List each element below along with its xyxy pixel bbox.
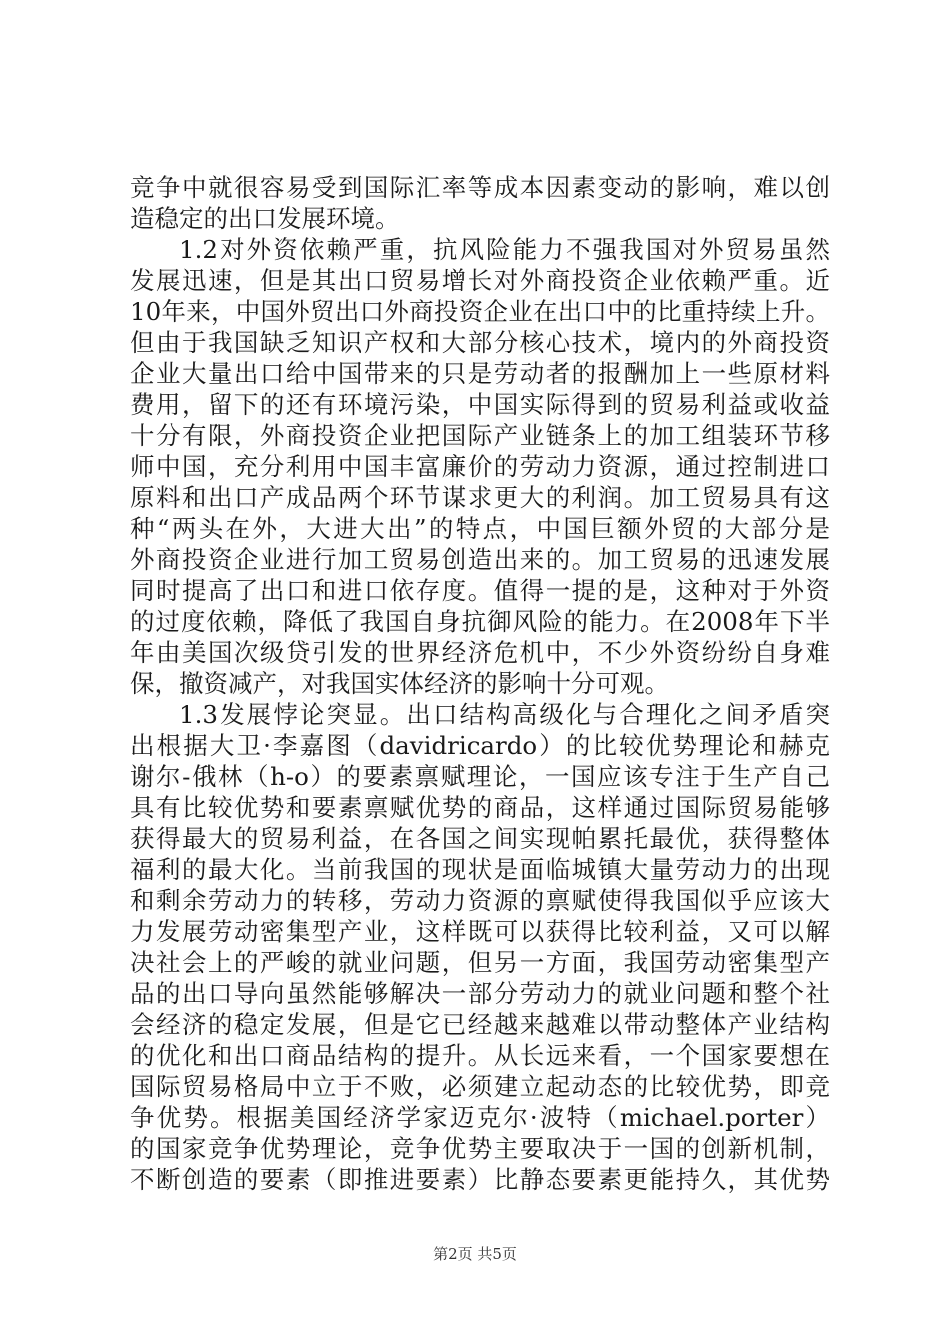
document-body xyxy=(130,172,830,1195)
text-line: 师中国，充分利用中国丰富廉价的劳动力资源，通过控制进口 xyxy=(130,452,830,481)
text-line: 保，撤资减产，对我国实体经济的影响十分可观。 xyxy=(130,669,669,698)
text-line: 和剩余劳动力的转移，劳动力资源的禀赋使得我国似乎应该大 xyxy=(130,886,830,915)
text-line: 同时提高了出口和进口依存度。值得一提的是，这种对于外资 xyxy=(130,576,830,605)
text-line: 的过度依赖，降低了我国自身抗御风险的能力。在2008年下半 xyxy=(130,607,830,636)
text-line: 1.2对外资依赖严重，抗风险能力不强我国对外贸易虽然 xyxy=(179,235,830,264)
text-line: 具有比较优势和要素禀赋优势的商品，这样通过国际贸易能够 xyxy=(130,793,830,822)
text-line: 福利的最大化。当前我国的现状是面临城镇大量劳动力的出现 xyxy=(130,855,830,884)
text-line: 的优化和出口商品结构的提升。从长远来看，一个国家要想在 xyxy=(130,1041,830,1070)
text-line: 国际贸易格局中立于不败，必须建立起动态的比较优势，即竞 xyxy=(130,1072,830,1101)
text-line: 原料和出口产成品两个环节谋求更大的利润。加工贸易具有这 xyxy=(130,483,830,512)
text-line: 外商投资企业进行加工贸易创造出来的。加工贸易的迅速发展 xyxy=(130,545,830,574)
text-line: 十分有限，外商投资企业把国际产业链条上的加工组装环节移 xyxy=(130,421,830,450)
text-line: 费用，留下的还有环境污染，中国实际得到的贸易利益或收益 xyxy=(130,390,830,419)
page-number-label: 第2页 共5页 xyxy=(433,1245,517,1263)
text-line: 造稳定的出口发展环境。 xyxy=(130,204,400,233)
text-line: 但由于我国缺乏知识产权和大部分核心技术，境内的外商投资 xyxy=(130,328,830,357)
text-line: 10年来，中国外贸出口外商投资企业在出口中的比重持续上升。 xyxy=(130,297,830,326)
text-line: 1.3发展悖论突显。出口结构高级化与合理化之间矛盾突 xyxy=(179,700,830,729)
text-line: 的国家竞争优势理论，竞争优势主要取决于一国的创新机制， xyxy=(130,1134,830,1163)
text-line: 出根据大卫·李嘉图（davidricardo）的比较优势理论和赫克 xyxy=(130,731,830,760)
text-line: 争优势。根据美国经济学家迈克尔·波特（michael.porter） xyxy=(130,1103,830,1132)
text-line: 企业大量出口给中国带来的只是劳动者的报酬加上一些原材料 xyxy=(130,359,830,388)
text-line: 发展迅速，但是其出口贸易增长对外商投资企业依赖严重。近 xyxy=(130,266,830,295)
text-line: 竞争中就很容易受到国际汇率等成本因素变动的影响，难以创 xyxy=(130,173,830,202)
text-line: 种“两头在外，大进大出”的特点，中国巨额外贸的大部分是 xyxy=(130,514,830,543)
text-line: 决社会上的严峻的就业问题，但另一方面，我国劳动密集型产 xyxy=(130,948,830,977)
text-line: 不断创造的要素（即推进要素）比静态要素更能持久，其优势 xyxy=(130,1165,830,1194)
text-line: 年由美国次级贷引发的世界经济危机中，不少外资纷纷自身难 xyxy=(130,638,830,667)
page-footer xyxy=(0,1244,950,1264)
text-line: 谢尔-俄林（h-o）的要素禀赋理论，一国应该专注于生产自己 xyxy=(130,762,830,791)
text-line: 力发展劳动密集型产业，这样既可以获得比较利益，又可以解 xyxy=(130,917,830,946)
text-line: 品的出口导向虽然能够解决一部分劳动力的就业问题和整个社 xyxy=(130,979,830,1008)
text-line: 获得最大的贸易利益，在各国之间实现帕累托最优，获得整体 xyxy=(130,824,830,853)
text-line: 会经济的稳定发展，但是它已经越来越难以带动整体产业结构 xyxy=(130,1010,830,1039)
